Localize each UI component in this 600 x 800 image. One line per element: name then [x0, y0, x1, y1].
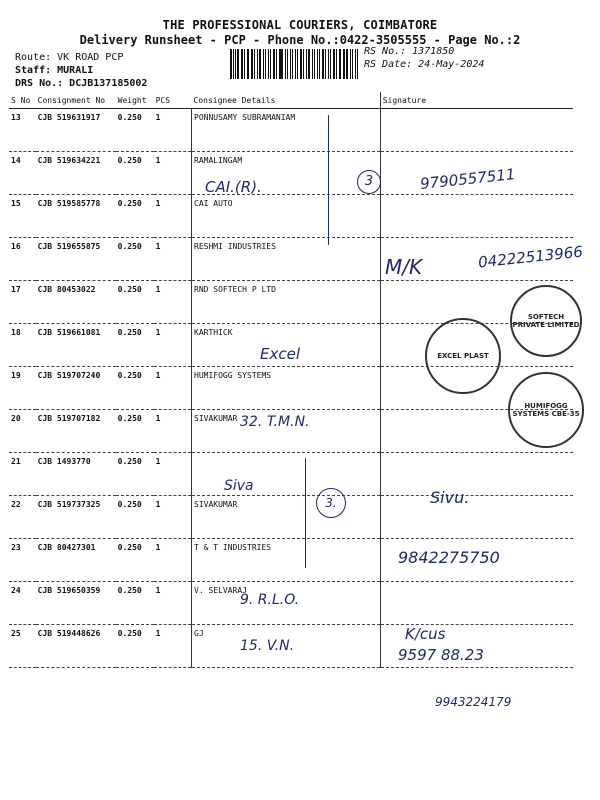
row-sno: 20 [9, 410, 36, 453]
pen-bracket-line [305, 458, 306, 568]
row-sno: 23 [9, 539, 36, 582]
col-signature: Signature [380, 92, 573, 109]
row-pcs: 1 [154, 367, 192, 410]
barcode-bar [346, 49, 348, 79]
row-consignment-no: CJB 80427301 [36, 539, 116, 582]
row-consignment-no: CJB 519661081 [36, 324, 116, 367]
handwritten-signature: Sivu. [430, 488, 470, 507]
table-row [9, 496, 573, 539]
row-sno: 24 [9, 582, 36, 625]
row-pcs: 1 [154, 539, 192, 582]
row-consignee [192, 453, 381, 496]
handwritten-note: 32. T.M.N. [240, 414, 310, 430]
barcode-bar [265, 49, 266, 79]
row-pcs: 1 [154, 152, 192, 195]
row-weight: 0.250 [116, 453, 154, 496]
row-consignment-no: CJB 519707240 [36, 367, 116, 410]
row-consignee: GJ [192, 625, 381, 668]
barcode-bar [317, 49, 319, 79]
row-consignee: RESHMI INDUSTRIES [192, 238, 381, 281]
route-label: Route: VK ROAD PCP [15, 52, 124, 63]
row-consignee: T & T INDUSTRIES [192, 539, 381, 582]
row-pcs: 1 [154, 453, 192, 496]
row-weight: 0.250 [116, 195, 154, 238]
table-row [9, 109, 573, 152]
barcode-bar [314, 49, 315, 79]
barcode-bar [248, 49, 249, 79]
barcode-bar [276, 49, 277, 79]
row-consignee: RAMALINGAM [192, 152, 381, 195]
row-sno: 16 [9, 238, 36, 281]
barcode-bar [312, 49, 313, 79]
barcode-bar [287, 49, 288, 79]
handwritten-note: 15. V.N. [240, 638, 295, 654]
barcode-bar [333, 49, 335, 79]
row-sno: 14 [9, 152, 36, 195]
row-weight: 0.250 [116, 625, 154, 668]
handwritten-phone: 04222513966 [477, 242, 584, 272]
row-pcs: 1 [154, 410, 192, 453]
row-pcs: 1 [154, 625, 192, 668]
row-pcs: 1 [154, 496, 192, 539]
handwritten-signature: M/K [385, 255, 423, 279]
row-sno: 19 [9, 367, 36, 410]
row-weight: 0.250 [116, 539, 154, 582]
row-weight: 0.250 [116, 410, 154, 453]
row-consignee: V. SELVARAJ [192, 582, 381, 625]
table-header [9, 92, 573, 109]
company-stamp-softech: SOFTECH PRIVATE LIMITED [510, 285, 582, 357]
row-sno: 17 [9, 281, 36, 324]
barcode-bar [350, 49, 351, 79]
barcode-bar [247, 49, 248, 79]
barcode-bar [357, 49, 358, 79]
row-consignee: PONNUSAMY SUBRAMANIAM [192, 109, 381, 152]
barcode-bar [237, 49, 239, 79]
barcode-bar [300, 49, 302, 79]
row-consignment-no: CJB 519655875 [36, 238, 116, 281]
handwritten-note: 9. R.L.O. [240, 592, 300, 608]
col-weight: Weight [116, 92, 154, 109]
barcode-bar [322, 49, 324, 79]
company-stamp-humifogg: HUMIFOGG SYSTEMS CBE-35 [508, 372, 584, 448]
rs-number: RS No.: 1371850 [364, 46, 455, 57]
row-pcs: 1 [154, 281, 192, 324]
row-consignee: SIVAKUMAR [192, 496, 381, 539]
barcode-bar [230, 49, 232, 79]
barcode-bar [268, 49, 270, 79]
row-sno: 13 [9, 109, 36, 152]
row-pcs: 1 [154, 324, 192, 367]
barcode-bar [330, 49, 332, 79]
barcode-bar [285, 49, 287, 79]
handwritten-signature: K/cus [405, 625, 446, 643]
row-weight: 0.250 [116, 281, 154, 324]
barcode-bar [257, 49, 258, 79]
row-weight: 0.250 [116, 238, 154, 281]
handwritten-phone: 9943224179 [435, 695, 512, 709]
handwritten-note: Siva [224, 478, 254, 494]
barcode-bar [328, 49, 329, 79]
table-row [9, 281, 573, 324]
pen-bracket-line [328, 115, 329, 245]
row-consignee: KARTHICK [192, 324, 381, 367]
barcode-bar [355, 49, 356, 79]
row-signature-cell [380, 582, 573, 625]
row-consignment-no: CJB 519737325 [36, 496, 116, 539]
barcode-bar [263, 49, 264, 79]
barcode-bar [279, 49, 280, 79]
drs-number: DRS No.: DCJB137185002 [15, 78, 148, 89]
staff-label: Staff: MURALI [15, 65, 94, 76]
row-weight: 0.250 [116, 109, 154, 152]
row-sno: 22 [9, 496, 36, 539]
runsheet-subtitle: Delivery Runsheet - PCP - Phone No.:0422-3505555 - Page No.:2 [79, 33, 521, 47]
row-signature-cell [380, 496, 573, 539]
barcode-bar [325, 49, 326, 79]
barcode-bar [233, 49, 234, 79]
barcode-bar [280, 49, 282, 79]
row-consignment-no: CJB 519650359 [36, 582, 116, 625]
row-consignee: SIVAKUMAR [192, 410, 381, 453]
company-title: THE PROFESSIONAL COURIERS, COIMBATORE [162, 18, 438, 32]
row-consignment-no: CJB 80453022 [36, 281, 116, 324]
handwritten-signature: 9790557511 [419, 165, 517, 193]
barcode-bar [251, 49, 253, 79]
col-consignee: Consignee Details [192, 92, 381, 109]
barcode-bar [290, 49, 291, 79]
row-consignee: CAI AUTO [192, 195, 381, 238]
barcode-bar [259, 49, 261, 79]
barcode-bar [292, 49, 294, 79]
handwritten-circle: 3 [357, 170, 381, 194]
barcode-bar [340, 49, 341, 79]
handwritten-note: CAI.(R). [205, 178, 262, 196]
row-consignment-no: CJB 519707182 [36, 410, 116, 453]
barcode-bar [336, 49, 337, 79]
barcode [230, 49, 360, 79]
row-weight: 0.250 [116, 152, 154, 195]
barcode-bar [308, 49, 310, 79]
row-weight: 0.250 [116, 367, 154, 410]
row-consignment-no: CJB 1493770 [36, 453, 116, 496]
row-consignment-no: CJB 519634221 [36, 152, 116, 195]
row-signature-cell [380, 453, 573, 496]
barcode-bar [303, 49, 304, 79]
col-sno: S No [9, 92, 36, 109]
table-row [9, 195, 573, 238]
row-signature-cell [380, 109, 573, 152]
barcode-bar [295, 49, 296, 79]
row-sno: 25 [9, 625, 36, 668]
row-pcs: 1 [154, 238, 192, 281]
row-pcs: 1 [154, 109, 192, 152]
col-pcs: PCS [154, 92, 192, 109]
barcode-bar [297, 49, 298, 79]
row-weight: 0.250 [116, 496, 154, 539]
row-weight: 0.250 [116, 582, 154, 625]
barcode-bar [254, 49, 256, 79]
row-consignment-no: CJB 519585778 [36, 195, 116, 238]
barcode-bar [270, 49, 271, 79]
row-sno: 18 [9, 324, 36, 367]
row-weight: 0.250 [116, 324, 154, 367]
row-consignee: RND SOFTECH P LTD [192, 281, 381, 324]
rs-date: RS Date: 24-May-2024 [364, 59, 485, 70]
barcode-bar [343, 49, 345, 79]
handwritten-circle: 3. [316, 488, 346, 518]
col-consignment: Consignment No [36, 92, 116, 109]
row-consignment-no: CJB 519448626 [36, 625, 116, 668]
row-consignment-no: CJB 519631917 [36, 109, 116, 152]
row-pcs: 1 [154, 195, 192, 238]
barcode-bar [273, 49, 275, 79]
barcode-bar [339, 49, 340, 79]
row-signature-cell [380, 195, 573, 238]
row-sno: 21 [9, 453, 36, 496]
row-pcs: 1 [154, 582, 192, 625]
table-row [9, 453, 573, 496]
barcode-bar [235, 49, 236, 79]
barcode-bar [306, 49, 308, 79]
handwritten-phone: 9842275750 [398, 548, 500, 567]
handwritten-phone: 9597 88.23 [398, 646, 484, 664]
barcode-bar [319, 49, 320, 79]
barcode-bar [352, 49, 354, 79]
handwritten-note: Excel [260, 345, 300, 363]
barcode-bar [241, 49, 243, 79]
company-stamp-excel: EXCEL PLAST [425, 318, 501, 394]
barcode-bar [244, 49, 245, 79]
row-consignee: HUMIFOGG SYSTEMS [192, 367, 381, 410]
row-sno: 15 [9, 195, 36, 238]
